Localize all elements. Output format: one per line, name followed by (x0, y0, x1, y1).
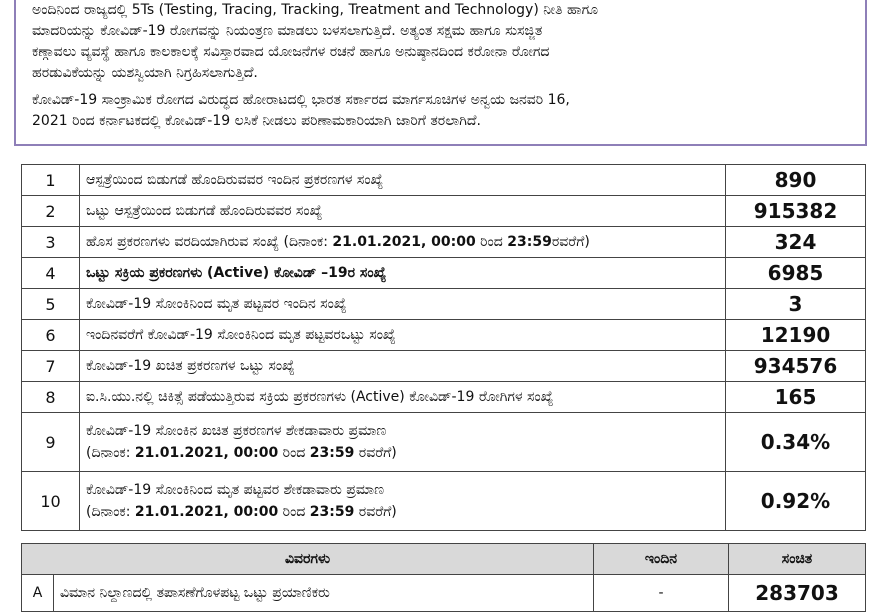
intro-line-5: ಕೋವಿಡ್-19 ಸಾಂಕ್ರಾಮಿಕ ರೋಗದ ವಿರುದ್ಧದ ಹೋರಾಟದಲ್ಲಿ ಭಾರತ ಸರ್ಕಾರದ ಮಾರ್ಗಸೂಚಿಗಳ ಅನ್ವಯ ಜನವರಿ 16, (32, 92, 570, 108)
row-label-part: (ದಿನಾಂಕ: (86, 504, 135, 520)
row-value: 12190 (726, 320, 866, 351)
row-label-main: ಕೋವಿಡ್-19 ಸೋಂಕಿನ ಖಚಿತ ಪ್ರಕರಣಗಳ ಶೇಕಡಾವಾರು ಪ್ರಮಾಣ (86, 423, 387, 439)
intro-line-6: 2021 ರಿಂದ ಕರ್ನಾಟಕದಲ್ಲಿ ಕೋವಿಡ್-19 ಲಸಿಕೆ ನೀಡಲು ಪರಿಣಾಮಕಾರಿಯಾಗಿ ಜಾರಿಗೆ ತರಲಾಗಿದೆ. (32, 113, 481, 129)
row-value: 0.34% (726, 413, 866, 472)
row-today: - (594, 575, 729, 612)
row-time: 23:59 (507, 234, 552, 250)
intro-paragraph-2 (32, 90, 849, 132)
details-table (21, 543, 866, 612)
row-label-part: ರವರೆಗೆ) (551, 234, 590, 250)
row-value: 6985 (726, 258, 866, 289)
row-label (80, 472, 726, 531)
row-number: 7 (22, 351, 80, 382)
row-date-range (86, 445, 719, 461)
row-label (80, 227, 726, 258)
row-number: 5 (22, 289, 80, 320)
row-value: 915382 (726, 196, 866, 227)
header-details: ವಿವರಗಳು (22, 544, 594, 575)
intro-line-1: ಅಂದಿನಿಂದ ರಾಜ್ಯದಲ್ಲಿ 5Ts (Testing, Tracing, Tracking, Treatment and Technology) ನೀತಿ ಹಾಗೂ (32, 2, 599, 18)
row-label: ಕೋವಿಡ್-19 ಸೋಂಕಿನಿಂದ ಮೃತ ಪಟ್ಟವರ ಇಂದಿನ ಸಂಖ್ಯೆ (80, 289, 726, 320)
table-row (22, 227, 866, 258)
row-number: 2 (22, 196, 80, 227)
row-label-main: ಕೋವಿಡ್-19 ಸೋಂಕಿನಿಂದ ಮೃತ ಪಟ್ಟವರ ಶೇಕಡಾವಾರು ಪ್ರಮಾಣ (86, 482, 385, 498)
row-number: 10 (22, 472, 80, 531)
row-value: 3 (726, 289, 866, 320)
row-label: ಕೋವಿಡ್-19 ಖಚಿತ ಪ್ರಕರಣಗಳ ಒಟ್ಟು ಸಂಖ್ಯೆ (80, 351, 726, 382)
row-date: 21.01.2021, 00:00 (332, 234, 476, 250)
row-label-part: (ದಿನಾಂಕ: (86, 445, 135, 461)
row-label-part: ರವರೆಗೆ) (354, 445, 397, 461)
header-cumulative: ಸಂಚಿತ (729, 544, 866, 575)
table-row (22, 472, 866, 531)
table-row (22, 320, 866, 351)
header-today: ಇಂದಿನ (594, 544, 729, 575)
row-label: ಆಸ್ಪತ್ರೆಯಿಂದ ಬಿಡುಗಡೆ ಹೊಂದಿರುವವರ ಇಂದಿನ ಪ್ರಕರಣಗಳ ಸಂಖ್ಯೆ (80, 165, 726, 196)
intro-line-3: ಕಣ್ಗಾವಲು ವ್ಯವಸ್ಥೆ ಹಾಗೂ ಕಾಲಕಾಲಕ್ಕೆ ಸವಿಸ್ತಾರವಾದ ಯೋಜನೆಗಳ ರಚನೆ ಹಾಗೂ ಅನುಷ್ಠಾನದಿಂದ ಕರೋನಾ ರೋಗದ (32, 44, 550, 60)
row-value: 0.92% (726, 472, 866, 531)
table-row (22, 258, 866, 289)
row-id: A (22, 575, 54, 612)
row-cumulative: 283703 (729, 575, 866, 612)
row-label: ಒಟ್ಟು ಸಕ್ರಿಯ ಪ್ರಕರಣಗಳು (Active) ಕೋವಿಡ್ –19ರ ಸಂಖ್ಯೆ (80, 258, 726, 289)
intro-paragraph-1 (32, 0, 849, 84)
table-row (22, 413, 866, 472)
row-label-part: ರವರೆಗೆ) (354, 504, 397, 520)
row-date: 21.01.2021, 00:00 (134, 445, 279, 461)
table-row (22, 351, 866, 382)
table-header-row (22, 544, 866, 575)
table-row (22, 289, 866, 320)
row-date: 21.01.2021, 00:00 (134, 504, 279, 520)
row-number: 9 (22, 413, 80, 472)
intro-line-4: ಹರಡುವಿಕೆಯನ್ನು ಯಶಸ್ವಿಯಾಗಿ ನಿಗ್ರಹಿಸಲಾಗುತ್ತಿದೆ. (32, 65, 258, 81)
row-label-part: ರಿಂದ (475, 234, 508, 250)
row-date-range (86, 504, 719, 520)
row-label: ಒಟ್ಟು ಆಸ್ಪತ್ರೆಯಿಂದ ಬಿಡುಗಡೆ ಹೊಂದಿರುವವರ ಸಂಖ್ಯೆ (80, 196, 726, 227)
table-row (22, 575, 866, 612)
table-row (22, 196, 866, 227)
row-label: ವಿಮಾನ ನಿಲ್ದಾಣದಲ್ಲಿ ತಪಾಸಣೆಗೊಳಪಟ್ಟ ಒಟ್ಟು ಪ್ರಯಾಣಿಕರು (54, 575, 594, 612)
row-label-part: ಹೊಸ ಪ್ರಕರಣಗಳು ವರದಿಯಾಗಿರುವ ಸಂಖ್ಯೆ (ದಿನಾಂಕ: (86, 234, 333, 250)
row-value: 324 (726, 227, 866, 258)
row-number: 3 (22, 227, 80, 258)
row-label (80, 413, 726, 472)
intro-line-2: ಮಾದರಿಯನ್ನು ಕೋವಿಡ್-19 ರೋಗವನ್ನು ನಿಯಂತ್ರಣ ಮಾಡಲು ಬಳಸಲಾಗುತ್ತಿದೆ. ಅತ್ಯಂತ ಸಕ್ಷಮ ಹಾಗೂ ಸುಸಜ್ಜಿತ (32, 23, 543, 39)
row-number: 1 (22, 165, 80, 196)
intro-box (14, 0, 867, 146)
stats-table (21, 164, 866, 531)
row-number: 6 (22, 320, 80, 351)
row-label: ಐ.ಸಿ.ಯು.ನಲ್ಲಿ ಚಿಕಿತ್ಸೆ ಪಡೆಯುತ್ತಿರುವ ಸಕ್ರಿಯ ಪ್ರಕರಣಗಳು (Active) ಕೋವಿಡ್-19 ರೋಗಿಗಳ ಸಂಖ್ಯೆ (80, 382, 726, 413)
row-value: 890 (726, 165, 866, 196)
row-number: 8 (22, 382, 80, 413)
row-label-part: ರಿಂದ (278, 504, 310, 520)
table-row (22, 382, 866, 413)
row-number: 4 (22, 258, 80, 289)
table-row (22, 165, 866, 196)
row-time: 23:59 (309, 504, 355, 520)
row-label-part: ರಿಂದ (278, 445, 310, 461)
row-time: 23:59 (309, 445, 355, 461)
row-value: 934576 (726, 351, 866, 382)
row-label: ಇಂದಿನವರೆಗೆ ಕೋವಿಡ್-19 ಸೋಂಕಿನಿಂದ ಮೃತ ಪಟ್ಟವರಒಟ್ಟು ಸಂಖ್ಯೆ (80, 320, 726, 351)
row-value: 165 (726, 382, 866, 413)
